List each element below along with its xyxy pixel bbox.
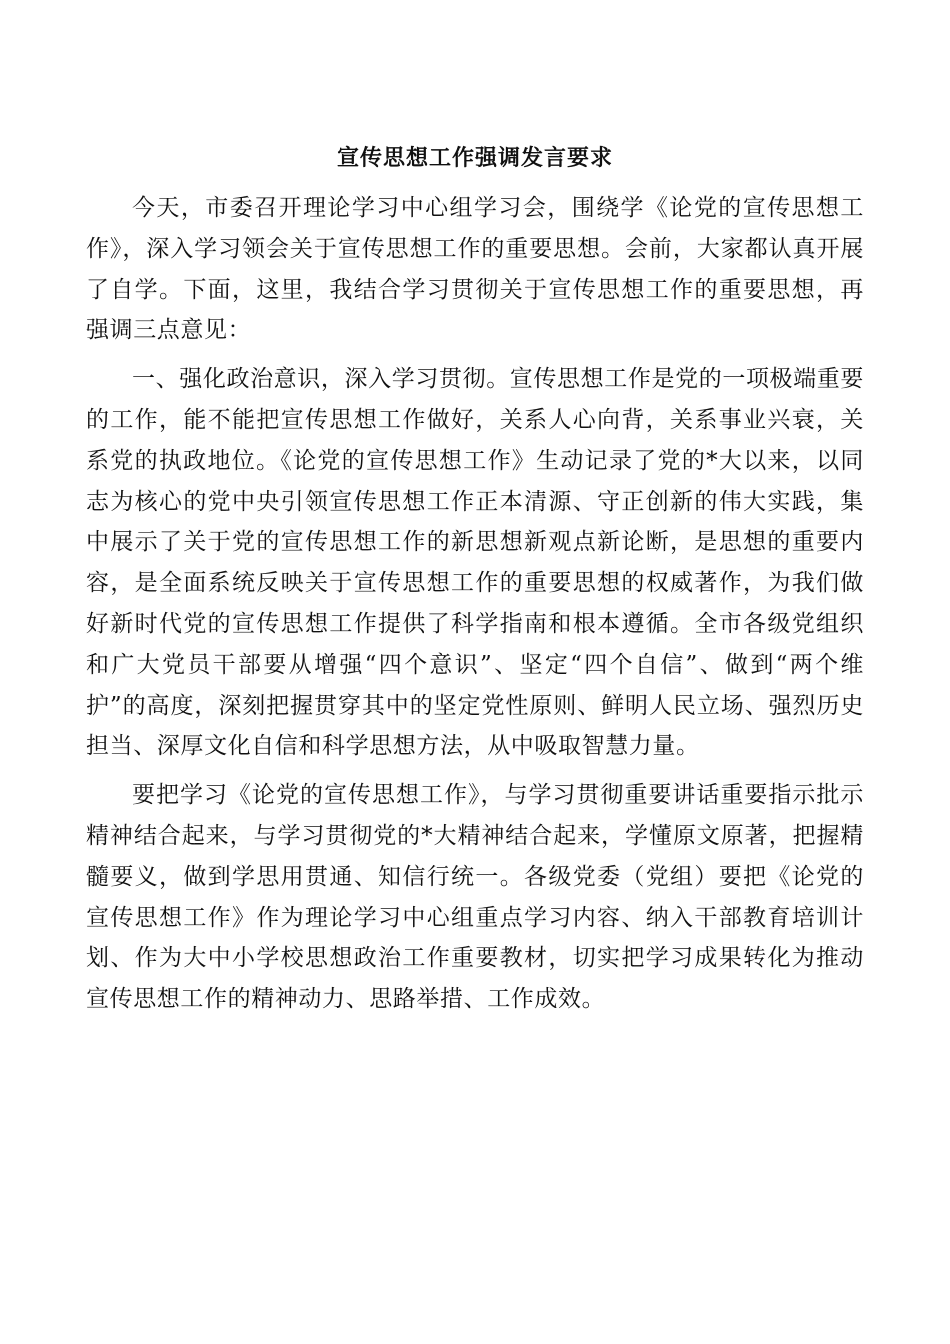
paragraph-study-requirement: 要把学习《论党的宣传思想工作》，与学习贯彻重要讲话重要指示批示精神结合起来，与学习贯彻党的*大精神结合起来，学懂原文原著，把握精髓要义，做到学思用贯通、知信行统一。各级党委（党组）要把《论党的宣传思想工作》作为理论学习中心组重点学习内容、纳入干部教育培训计划、作为大中小学校思想政治工作重要教材，切实把学习成果转化为推动宣传思想工作的精神动力、思路举措、工作成效。 bbox=[86, 782, 864, 1013]
document-title: 宣传思想工作强调发言要求 bbox=[336, 145, 613, 171]
paragraph-intro: 今天，市委召开理论学习中心组学习会，围绕学《论党的宣传思想工作》，深入学习领会关于宣传思想工作的重要思想。会前，大家都认真开展了自学。下面，这里，我结合学习贯彻关于宣传思想工作的重要思想，再强调三点意见： bbox=[86, 195, 864, 344]
document-body bbox=[86, 188, 864, 1028]
paragraph-point-one: 一、强化政治意识，深入学习贯彻。宣传思想工作是党的一项极端重要的工作，能不能把宣传思想工作做好，关系人心向背，关系事业兴衰，关系党的执政地位。《论党的宣传思想工作》生动记录了党的*大以来，以同志为核心的党中央引领宣传思想工作正本清源、守正创新的伟大实践，集中展示了关于党的宣传思想工作的新思想新观点新论断，是思想的重要内容，是全面系统反映关于宣传思想工作的重要思想的权威著作，为我们做好新时代党的宣传思想工作提供了科学指南和根本遵循。全市各级党组织和广大党员干部要从增强“四个意识”、坚定“四个自信”、做到“两个维护”的高度，深刻把握贯穿其中的坚定党性原则、鲜明人民立场、强烈历史担当、深厚文化自信和科学思想方法，从中吸取智慧力量。 bbox=[86, 366, 864, 760]
